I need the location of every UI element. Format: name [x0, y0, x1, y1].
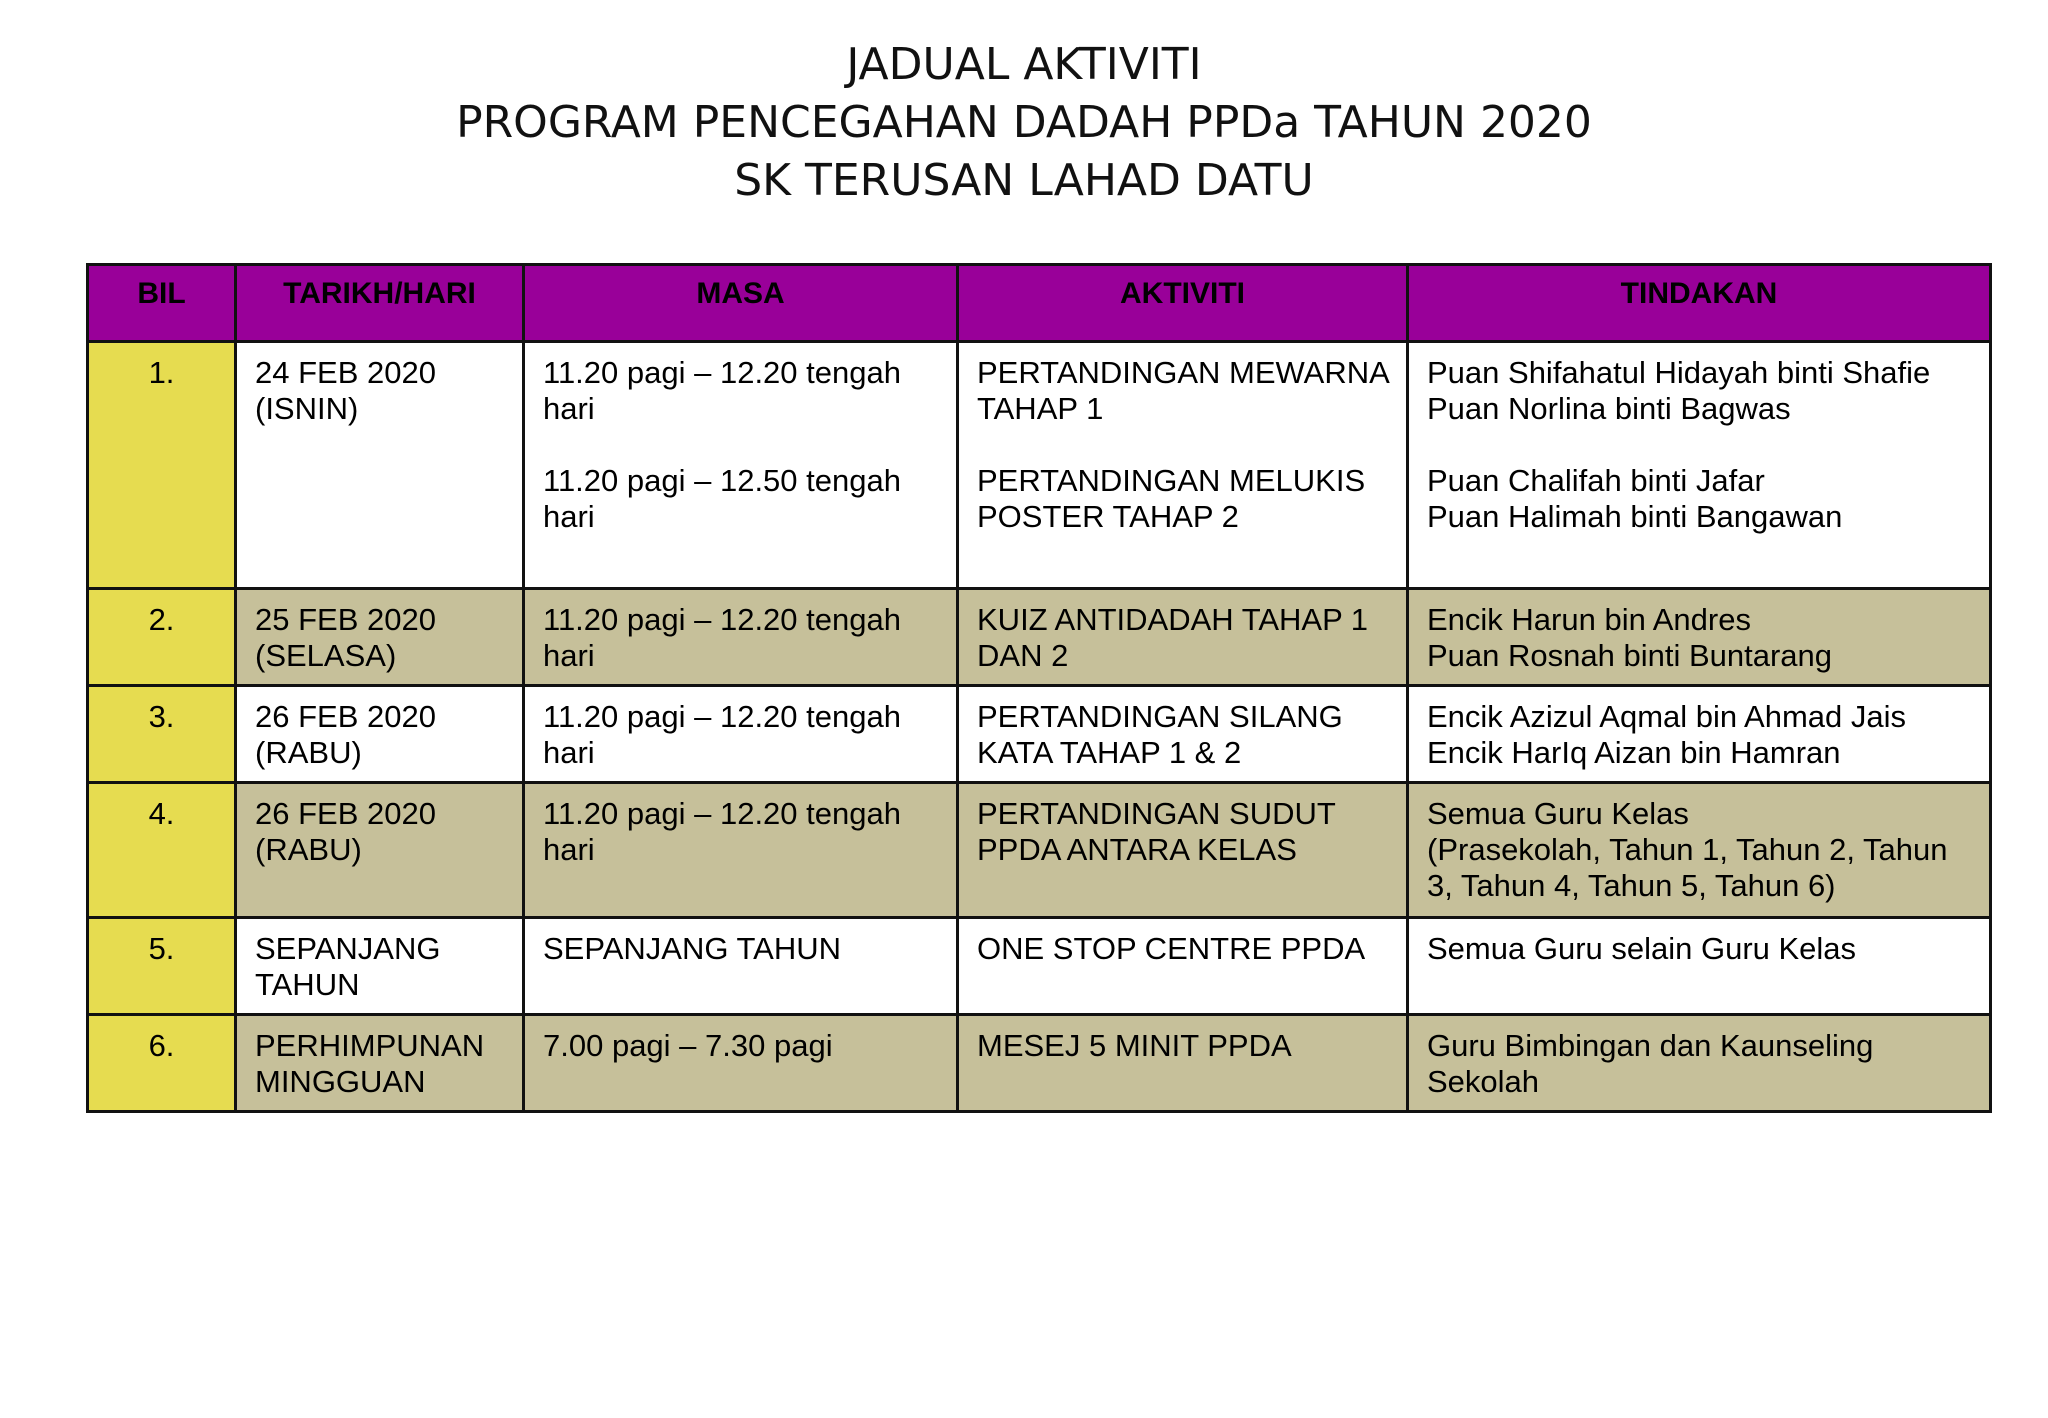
cell-bil: 4.	[88, 783, 236, 918]
cell-bil: 6.	[88, 1015, 236, 1112]
cell-person-2: (Prasekolah, Tahun 1, Tahun 2, Tahun 3, Tahun 4, Tahun 5, Tahun 6)	[1427, 832, 1948, 903]
cell-person-2: Encik HarIq Aizan bin Hamran	[1427, 735, 1841, 770]
cell-masa: 11.20 pagi – 12.20 tengah hari	[524, 783, 958, 918]
cell-day: (ISNIN)	[255, 391, 359, 426]
table-row	[88, 918, 1991, 1015]
cell-person-1: Semua Guru Kelas	[1427, 796, 1689, 831]
cell-tarikh	[236, 589, 524, 686]
cell-tarikh	[236, 783, 524, 918]
cell-bil: 1.	[88, 342, 236, 589]
cell-person-4: Puan Halimah binti Bangawan	[1427, 499, 1843, 534]
cell-person-2: Puan Norlina binti Bagwas	[1427, 391, 1791, 426]
cell-activity-1: PERTANDINGAN MEWARNA TAHAP 1	[977, 355, 1389, 426]
cell-aktiviti: MESEJ 5 MINIT PPDA	[958, 1015, 1408, 1112]
cell-masa: SEPANJANG TAHUN	[524, 918, 958, 1015]
header-tindakan: TINDAKAN	[1408, 265, 1991, 342]
cell-tindakan	[1408, 783, 1991, 918]
cell-person-3: Puan Chalifah binti Jafar	[1427, 463, 1765, 498]
cell-tindakan: Guru Bimbingan dan Kaunseling Sekolah	[1408, 1015, 1991, 1112]
cell-day: (RABU)	[255, 832, 362, 867]
cell-tarikh: SEPANJANG TAHUN	[236, 918, 524, 1015]
cell-bil: 2.	[88, 589, 236, 686]
cell-activity-2: PERTANDINGAN MELUKIS POSTER TAHAP 2	[977, 463, 1366, 534]
header-aktiviti: AKTIVITI	[958, 265, 1408, 342]
cell-time-1: 11.20 pagi – 12.20 tengah hari	[543, 355, 901, 426]
table-row	[88, 783, 1991, 918]
table-row	[88, 589, 1991, 686]
cell-time-2: 11.20 pagi – 12.50 tengah hari	[543, 463, 901, 534]
activity-schedule-table	[86, 263, 1992, 1113]
title-line-3: SK TERUSAN LAHAD DATU	[734, 155, 1314, 206]
cell-bil: 3.	[88, 686, 236, 783]
table-row	[88, 1015, 1991, 1112]
cell-tindakan	[1408, 589, 1991, 686]
cell-date: 26 FEB 2020	[255, 796, 436, 831]
table-header-row	[88, 265, 1991, 342]
cell-bil: 5.	[88, 918, 236, 1015]
cell-person-1: Encik Azizul Aqmal bin Ahmad Jais	[1427, 699, 1907, 734]
cell-tarikh	[236, 686, 524, 783]
cell-masa: 11.20 pagi – 12.20 tengah hari	[524, 589, 958, 686]
cell-aktiviti: ONE STOP CENTRE PPDA	[958, 918, 1408, 1015]
cell-aktiviti: KUIZ ANTIDADAH TAHAP 1 DAN 2	[958, 589, 1408, 686]
header-bil: BIL	[88, 265, 236, 342]
cell-day: (SELASA)	[255, 638, 397, 673]
cell-masa	[524, 342, 958, 589]
table-row	[88, 342, 1991, 589]
cell-tindakan	[1408, 686, 1991, 783]
cell-tarikh	[236, 342, 524, 589]
cell-aktiviti	[958, 342, 1408, 589]
cell-person-1: Puan Shifahatul Hidayah binti Shafie	[1427, 355, 1931, 390]
cell-day: (RABU)	[255, 735, 362, 770]
title-line-2: PROGRAM PENCEGAHAN DADAH PPDa TAHUN 2020	[456, 97, 1592, 148]
cell-masa: 11.20 pagi – 12.20 tengah hari	[524, 686, 958, 783]
title-line-1: JADUAL AKTIVITI	[846, 39, 1202, 90]
header-masa: MASA	[524, 265, 958, 342]
cell-tarikh: PERHIMPUNAN MINGGUAN	[236, 1015, 524, 1112]
cell-date: 24 FEB 2020	[255, 355, 436, 390]
cell-date: 26 FEB 2020	[255, 699, 436, 734]
cell-person-1: Encik Harun bin Andres	[1427, 602, 1751, 637]
table-row	[88, 686, 1991, 783]
header-tarikh-hari: TARIKH/HARI	[236, 265, 524, 342]
cell-aktiviti: PERTANDINGAN SILANG KATA TAHAP 1 & 2	[958, 686, 1408, 783]
cell-aktiviti: PERTANDINGAN SUDUT PPDA ANTARA KELAS	[958, 783, 1408, 918]
cell-tindakan: Semua Guru selain Guru Kelas	[1408, 918, 1991, 1015]
cell-person-2: Puan Rosnah binti Buntarang	[1427, 638, 1833, 673]
cell-tindakan	[1408, 342, 1991, 589]
cell-masa: 7.00 pagi – 7.30 pagi	[524, 1015, 958, 1112]
cell-date: 25 FEB 2020	[255, 602, 436, 637]
document-title	[0, 36, 2048, 210]
